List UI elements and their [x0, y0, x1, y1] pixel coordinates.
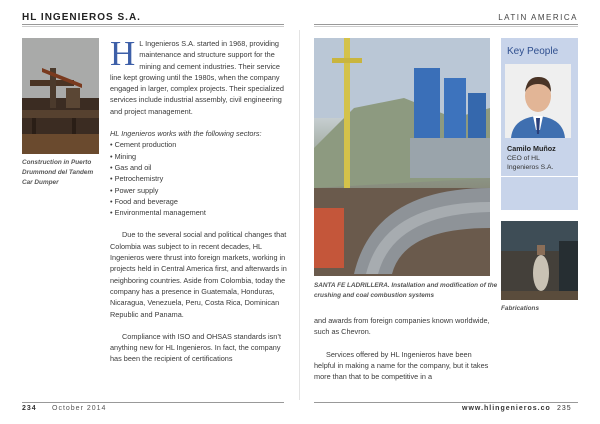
- list-item: • Food and beverage: [110, 196, 288, 207]
- sectors-list: [110, 139, 288, 218]
- article-intro: [110, 34, 288, 117]
- sectors-heading: HL Ingenieros works with the following sectors:: [110, 129, 262, 139]
- header-rule-right-thin: [314, 26, 578, 27]
- header-rule-right: [314, 24, 578, 25]
- person-role: CEO of HL Ingenieros S.A.: [507, 155, 554, 171]
- page-number-right: 235: [557, 405, 572, 412]
- footer-rule-left: [22, 402, 284, 403]
- header-rule-left-thin: [22, 26, 284, 27]
- section-header: LATIN AMERICA: [498, 13, 578, 22]
- fabrications-photo: [501, 221, 578, 300]
- crane-photo: [22, 38, 99, 154]
- sidebar-title: Key People: [507, 46, 559, 57]
- person-name: Camilo Muñoz: [507, 144, 556, 153]
- list-item: • Environmental management: [110, 207, 288, 218]
- list-item: • Gas and oil: [110, 162, 288, 173]
- article-column-2: [314, 315, 490, 382]
- plant-photo-caption: SANTA FE LADRILLERA. Installation and modification of the crushing and coal combustion systems: [314, 282, 498, 299]
- article-continuation: and awards from foreign companies known worldwide, such as Chevron.: [314, 316, 490, 337]
- article-paragraph-3: Compliance with ISO and OHSAS standards isn’t anything new for HL Ingenieros. In fact, the company has been the recipient of certifications: [110, 331, 281, 364]
- intro-text: L Ingenieros S.A. started in 1968, providing maintenance and structure support for the mining and cement industries. Their service line kept growing until the 1980s, when the company engaged in larger, complex projects. Their specialized services include industrial assembly, civil engineering and project management.: [110, 39, 284, 116]
- sidebar-rule: [501, 176, 578, 177]
- article-column-1: [110, 34, 288, 365]
- footer-rule-right: [314, 402, 578, 403]
- issue-date: October 2014: [52, 405, 107, 412]
- article-paragraph-2: Due to the several social and political changes that Colombia was subject to in recent decades, HL Ingenieros were thrust into foreign markets, working in projects held in Central America first, and afterwards in neighboring countries. Aside from Colombia, today the company has a presence in Guatemala, Honduras, Nicaragua, Venezuela, Peru, Costa Rica, Dominican Republic and Panama.: [110, 230, 287, 319]
- plant-photo: [314, 38, 490, 276]
- drop-cap: H: [110, 34, 136, 73]
- list-item: • Power supply: [110, 185, 288, 196]
- list-item: • Cement production: [110, 139, 288, 150]
- fabrications-caption: Fabrications: [501, 305, 539, 312]
- page-number-left: 234: [22, 405, 37, 412]
- portrait-photo: [505, 64, 571, 138]
- list-item: • Mining: [110, 151, 288, 162]
- header-rule-left: [22, 24, 284, 25]
- list-item: • Petrochemistry: [110, 173, 288, 184]
- company-url[interactable]: www.hlingenieros.co: [462, 405, 551, 412]
- article-paragraph-services: Services offered by HL Ingenieros have been helpful in making a name for the company, but it takes more than that to be competitive in a: [314, 349, 489, 382]
- magazine-header-title: HL INGENIEROS S.A.: [22, 12, 141, 23]
- crane-photo-caption: Construction in Puerto Drummond del Tandem Car Dumper: [22, 159, 94, 186]
- page-gutter: [299, 30, 300, 400]
